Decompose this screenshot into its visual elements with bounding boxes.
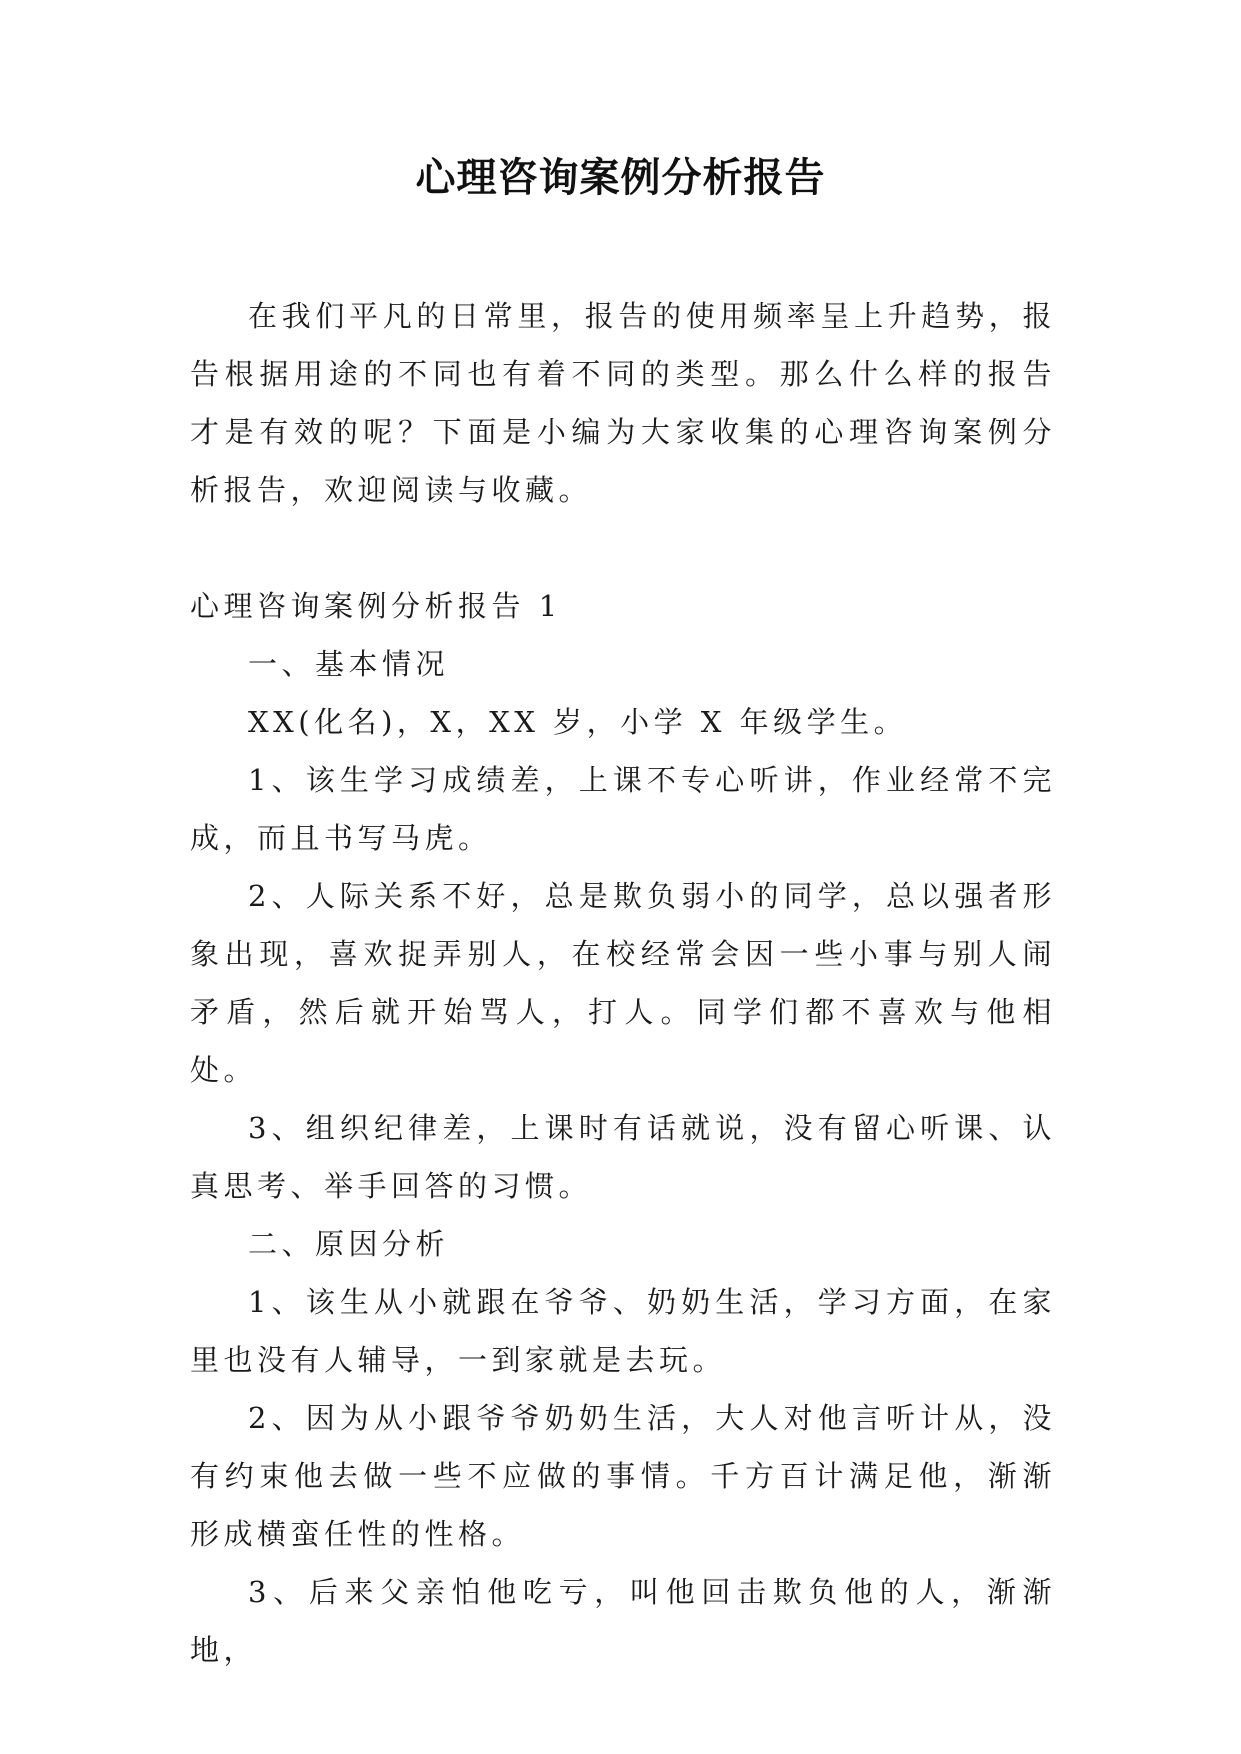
section-title: 心理咨询案例分析报告 1 — [190, 589, 562, 623]
cause-point-1: 1、该生从小就跟在爷爷、奶奶生活，学习方面，在家里也没有人辅导，一到家就是去玩。 — [190, 1285, 1056, 1377]
document-title: 心理咨询案例分析报告 — [415, 154, 826, 201]
heading-basic-situation: 一、基本情况 — [248, 647, 450, 681]
basic-point-2: 2、人际关系不好，总是欺负弱小的同学，总以强者形象出现，喜欢捉弄别人，在校经常会因一些小事与别人闹矛盾，然后就开始骂人，打人。同学们都不喜欢与他相处。 — [190, 879, 1056, 1087]
student-info: XX(化名)，X，XX 岁，小学 X 年级学生。 — [248, 705, 908, 739]
cause-point-3: 3、后来父亲怕他吃亏，叫他回击欺负他的人，渐渐地， — [190, 1575, 1056, 1667]
document-body — [190, 287, 1056, 1679]
basic-point-1: 1、该生学习成绩差，上课不专心听讲，作业经常不完成，而且书写马虎。 — [190, 763, 1056, 855]
intro-paragraph: 在我们平凡的日常里，报告的使用频率呈上升趋势，报告根据用途的不同也有着不同的类型。那么什么样的报告才是有效的呢？下面是小编为大家收集的心理咨询案例分析报告，欢迎阅读与收藏。 — [190, 299, 1056, 507]
paragraph-spacer — [190, 519, 1056, 577]
cause-point-2: 2、因为从小跟爷爷奶奶生活，大人对他言听计从，没有约束他去做一些不应做的事情。千方百计满足他，渐渐形成横蛮任性的性格。 — [190, 1401, 1056, 1551]
basic-point-3: 3、组织纪律差，上课时有话就说，没有留心听课、认真思考、举手回答的习惯。 — [190, 1111, 1056, 1203]
heading-cause-analysis: 二、原因分析 — [248, 1227, 450, 1261]
